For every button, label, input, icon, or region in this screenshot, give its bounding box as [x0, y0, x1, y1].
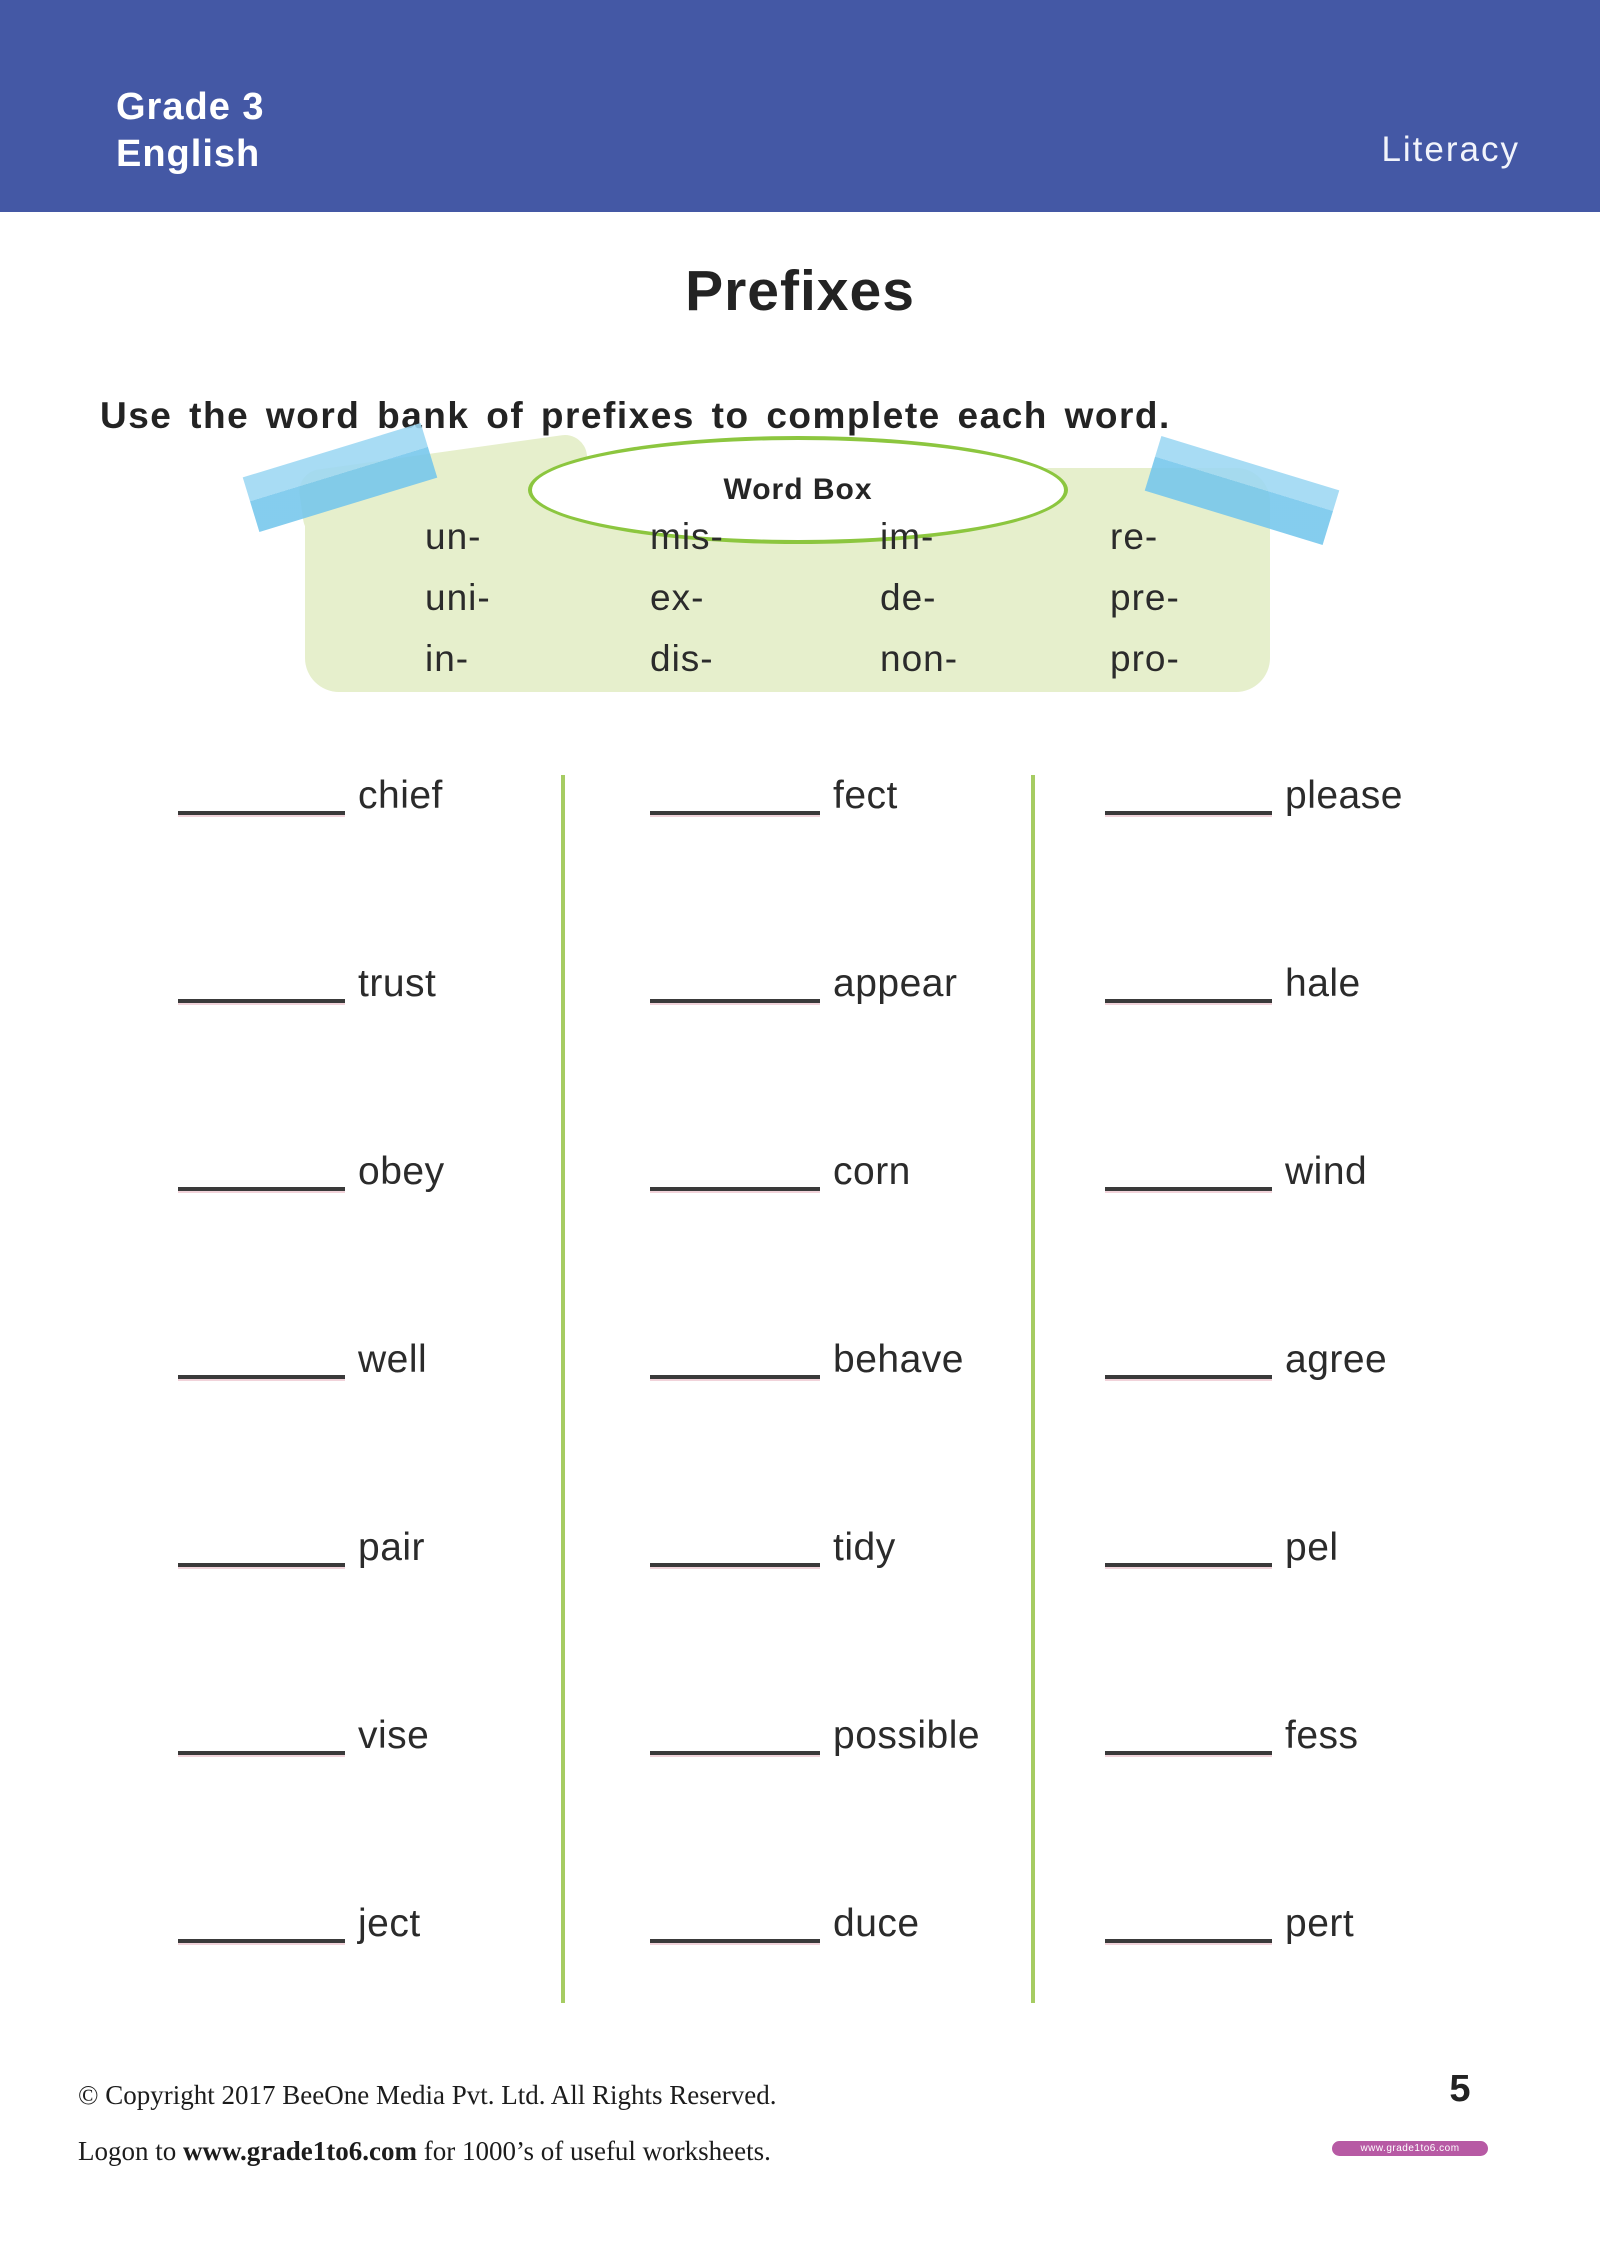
word-stem: trust: [358, 962, 437, 1005]
prefix-non: non-: [880, 638, 959, 679]
header-grade: Grade 3: [116, 86, 265, 128]
header-category: Literacy: [1381, 130, 1520, 169]
answer-blank[interactable]: [650, 1751, 820, 1755]
answer-blank[interactable]: [178, 1375, 345, 1379]
exercise-item: [178, 1137, 445, 1193]
prefix-de: de-: [880, 577, 937, 618]
prefix-uni: uni-: [425, 577, 491, 618]
answer-blank[interactable]: [178, 1563, 345, 1567]
prefix-mis: mis-: [650, 516, 724, 557]
exercise-item: [1105, 949, 1361, 1005]
logon-url: www.grade1to6.com: [183, 2136, 417, 2166]
answer-blank[interactable]: [1105, 1939, 1272, 1943]
answer-blank[interactable]: [650, 1939, 820, 1943]
page-number: 5: [1449, 2068, 1471, 2110]
exercise-item: [178, 761, 443, 817]
word-stem: vise: [358, 1714, 430, 1757]
word-stem: possible: [833, 1714, 981, 1757]
logon-suffix: for 1000’s of useful worksheets.: [416, 2136, 771, 2166]
word-stem: tidy: [833, 1526, 896, 1569]
word-stem: please: [1285, 774, 1403, 817]
answer-blank[interactable]: [1105, 1563, 1272, 1567]
exercise-item: [650, 949, 957, 1005]
word-stem: behave: [833, 1338, 964, 1381]
prefix-un: un-: [425, 516, 482, 557]
word-stem: obey: [358, 1150, 445, 1193]
prefix-ex: ex-: [650, 577, 705, 618]
logon-text: [78, 2136, 771, 2167]
exercise-item: [650, 761, 898, 817]
answer-blank[interactable]: [1105, 1187, 1272, 1191]
word-stem: agree: [1285, 1338, 1388, 1381]
answer-blank[interactable]: [178, 1939, 345, 1943]
prefix-pre: pre-: [1110, 577, 1180, 618]
answer-blank[interactable]: [650, 999, 820, 1003]
exercise-item: [1105, 1137, 1367, 1193]
word-stem: chief: [358, 774, 443, 817]
answer-blank[interactable]: [650, 811, 820, 815]
exercise-item: [650, 1889, 920, 1945]
header-subject: English: [116, 133, 261, 175]
word-box-label: Word Box: [723, 473, 873, 506]
prefix-im: im-: [880, 516, 935, 557]
exercise-item: [1105, 1325, 1387, 1381]
word-stem: pel: [1285, 1526, 1339, 1569]
prefix-re: re-: [1110, 516, 1159, 557]
exercise-item: [178, 1513, 425, 1569]
word-stem: pair: [358, 1526, 426, 1569]
exercise-item: [1105, 1701, 1359, 1757]
exercise-item: [1105, 1513, 1339, 1569]
word-stem: corn: [833, 1150, 911, 1193]
exercise-item: [178, 949, 436, 1005]
exercise-item: [178, 1701, 429, 1757]
exercise-item: [650, 1325, 964, 1381]
answer-blank[interactable]: [178, 811, 345, 815]
word-stem: appear: [833, 962, 958, 1005]
answer-blank[interactable]: [178, 1187, 345, 1191]
copyright-text: © Copyright 2017 BeeOne Media Pvt. Ltd. All Rights Reserved.: [78, 2080, 777, 2110]
answer-blank[interactable]: [1105, 811, 1272, 815]
exercise-item: [178, 1889, 421, 1945]
word-stem: duce: [833, 1902, 920, 1945]
exercise-item: [178, 1325, 427, 1381]
exercise-item: [650, 1701, 980, 1757]
answer-blank[interactable]: [650, 1375, 820, 1379]
answer-blank[interactable]: [1105, 999, 1272, 1003]
instruction-text: Use the word bank of prefixes to complete each word.: [100, 395, 1171, 436]
word-stem: pert: [1285, 1902, 1355, 1945]
answer-blank[interactable]: [178, 1751, 345, 1755]
word-stem: fect: [833, 774, 898, 817]
word-stem: fess: [1285, 1714, 1359, 1757]
exercise-item: [1105, 1889, 1354, 1945]
word-stem: hale: [1285, 962, 1361, 1005]
word-stem: well: [358, 1338, 428, 1381]
answer-blank[interactable]: [650, 1187, 820, 1191]
word-stem: wind: [1285, 1150, 1368, 1193]
prefix-pro: pro-: [1110, 638, 1180, 679]
logon-prefix: Logon to: [78, 2136, 183, 2166]
prefix-in: in-: [425, 638, 470, 679]
page-title: Prefixes: [685, 259, 915, 323]
answer-blank[interactable]: [1105, 1375, 1272, 1379]
exercise-item: [650, 1513, 896, 1569]
answer-blank[interactable]: [178, 999, 345, 1003]
word-stem: ject: [358, 1902, 421, 1945]
exercise-item: [1105, 761, 1403, 817]
answer-blank[interactable]: [1105, 1751, 1272, 1755]
prefix-dis: dis-: [650, 638, 714, 679]
exercise-item: [650, 1137, 911, 1193]
website-badge: www.grade1to6.com: [1332, 2141, 1488, 2156]
answer-blank[interactable]: [650, 1563, 820, 1567]
